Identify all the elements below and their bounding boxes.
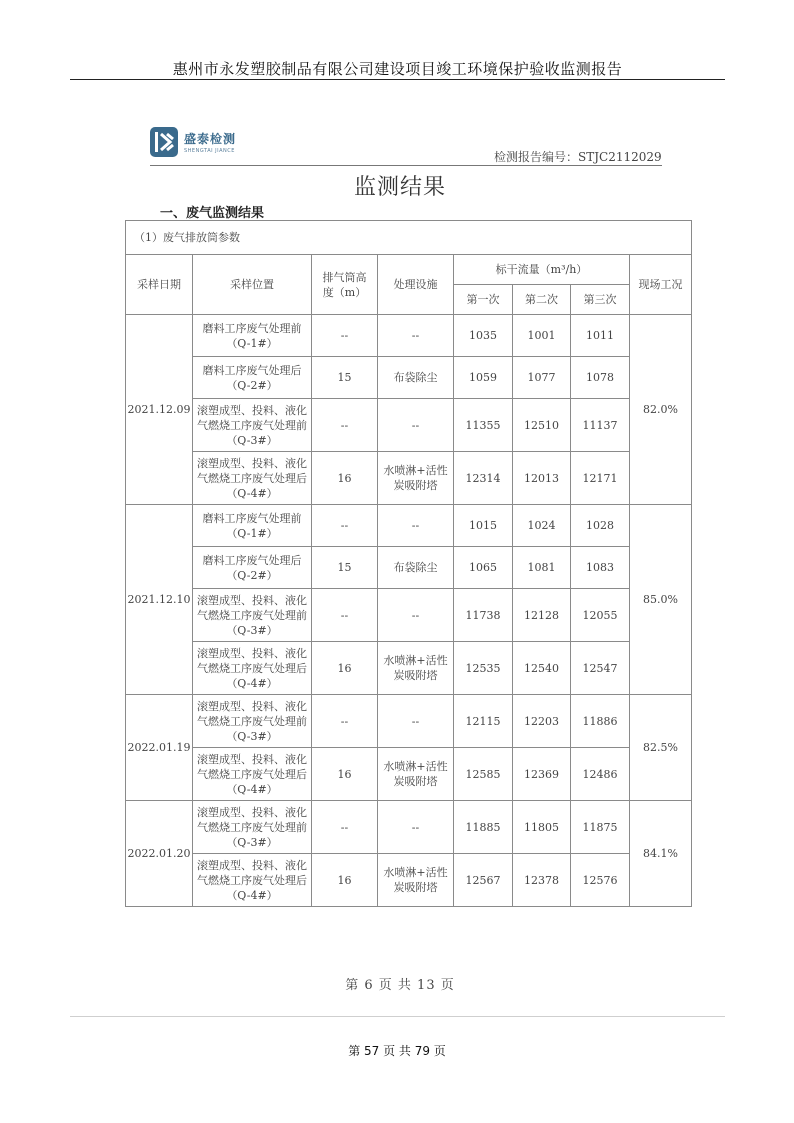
flow-first-cell: 1065 (454, 547, 513, 589)
flow-first-cell: 1015 (454, 505, 513, 547)
height-cell: -- (312, 695, 378, 748)
height-cell: 15 (312, 547, 378, 589)
site-condition-cell: 84.1% (630, 801, 692, 907)
location-cell: 滚塑成型、投料、液化气燃烧工序废气处理后（Q-4#） (193, 854, 312, 907)
location-cell: 滚塑成型、投料、液化气燃烧工序废气处理后（Q-4#） (193, 452, 312, 505)
global-page-number: 第 57 页 共 79 页 (348, 1044, 446, 1058)
table-row (126, 854, 692, 907)
flow-third-cell: 11886 (571, 695, 630, 748)
facility-cell: -- (378, 589, 454, 642)
height-cell: -- (312, 399, 378, 452)
table-row (126, 642, 692, 695)
facility-cell: -- (378, 505, 454, 547)
facility-cell: 布袋除尘 (378, 547, 454, 589)
location-cell: 磨料工序废气处理后（Q-2#） (193, 547, 312, 589)
flow-second-cell: 12510 (513, 399, 571, 452)
flow-second-cell: 12378 (513, 854, 571, 907)
facility-cell: -- (378, 801, 454, 854)
flow-third-cell: 1028 (571, 505, 630, 547)
flow-second-cell: 12540 (513, 642, 571, 695)
company-logo (150, 126, 236, 158)
table-row (126, 357, 692, 399)
table-row (126, 589, 692, 642)
flow-first-cell: 12585 (454, 748, 513, 801)
facility-cell: 水喷淋+活性炭吸附塔 (378, 642, 454, 695)
height-cell: 16 (312, 642, 378, 695)
page-title: 监测结果 (353, 175, 446, 200)
header-sampling-date: 采样日期 (126, 255, 193, 315)
sampling-date-cell: 2021.12.10 (126, 505, 193, 695)
height-cell: 16 (312, 854, 378, 907)
flow-third-cell: 12171 (571, 452, 630, 505)
header-first: 第一次 (454, 285, 513, 315)
flow-second-cell: 11805 (513, 801, 571, 854)
local-page-number: 第 6 页 共 13 页 (345, 978, 455, 993)
logo-name-cn: 盛泰检测 (184, 132, 237, 146)
table-row (126, 315, 692, 357)
flow-second-cell: 1001 (513, 315, 571, 357)
location-cell: 滚塑成型、投料、液化气燃烧工序废气处理后（Q-4#） (193, 642, 312, 695)
location-cell: 滚塑成型、投料、液化气燃烧工序废气处理前（Q-3#） (193, 801, 312, 854)
facility-cell: 水喷淋+活性炭吸附塔 (378, 748, 454, 801)
table-caption: （1）废气排放筒参数 (126, 221, 692, 255)
flow-second-cell: 12203 (513, 695, 571, 748)
sampling-date-cell: 2021.12.09 (126, 315, 193, 505)
header-site-condition: 现场工况 (630, 255, 692, 315)
header-second: 第二次 (513, 285, 571, 315)
flow-third-cell: 12486 (571, 748, 630, 801)
table-row (126, 505, 692, 547)
height-cell: 16 (312, 748, 378, 801)
table-row (126, 399, 692, 452)
section-title: 一、废气监测结果 (160, 206, 265, 221)
facility-cell: -- (378, 695, 454, 748)
flow-first-cell: 11885 (454, 801, 513, 854)
table-row (126, 801, 692, 854)
report-number-divider (150, 165, 662, 166)
height-cell: -- (312, 505, 378, 547)
flow-first-cell: 12567 (454, 854, 513, 907)
location-cell: 磨料工序废气处理前（Q-1#） (193, 315, 312, 357)
height-cell: -- (312, 801, 378, 854)
flow-first-cell: 1059 (454, 357, 513, 399)
flow-first-cell: 12314 (454, 452, 513, 505)
header-third: 第三次 (571, 285, 630, 315)
sampling-date-cell: 2022.01.20 (126, 801, 193, 907)
flow-third-cell: 12576 (571, 854, 630, 907)
flow-second-cell: 1081 (513, 547, 571, 589)
flow-third-cell: 12547 (571, 642, 630, 695)
location-cell: 磨料工序废气处理前（Q-1#） (193, 505, 312, 547)
facility-cell: 水喷淋+活性炭吸附塔 (378, 854, 454, 907)
facility-cell: -- (378, 399, 454, 452)
table-row (126, 748, 692, 801)
location-cell: 滚塑成型、投料、液化气燃烧工序废气处理后（Q-4#） (193, 748, 312, 801)
logo-icon (150, 127, 178, 157)
report-number: 检测报告编号：STJC2112029 (494, 150, 662, 164)
flow-first-cell: 12535 (454, 642, 513, 695)
header-divider (70, 79, 725, 80)
site-condition-cell: 82.5% (630, 695, 692, 801)
flow-third-cell: 12055 (571, 589, 630, 642)
height-cell: -- (312, 589, 378, 642)
header-standard-flow: 标干流量（m³/h） (454, 255, 630, 285)
logo-name-en: SHENGTAI JIANCE (184, 148, 235, 154)
location-cell: 滚塑成型、投料、液化气燃烧工序废气处理前（Q-3#） (193, 399, 312, 452)
header-sampling-location: 采样位置 (193, 255, 312, 315)
flow-first-cell: 1035 (454, 315, 513, 357)
flow-second-cell: 1024 (513, 505, 571, 547)
flow-first-cell: 11355 (454, 399, 513, 452)
flow-first-cell: 11738 (454, 589, 513, 642)
height-cell: -- (312, 315, 378, 357)
flow-second-cell: 12369 (513, 748, 571, 801)
height-cell: 16 (312, 452, 378, 505)
location-cell: 滚塑成型、投料、液化气燃烧工序废气处理前（Q-3#） (193, 695, 312, 748)
report-header-title: 惠州市永发塑胶制品有限公司建设项目竣工环境保护验收监测报告 (172, 60, 623, 78)
site-condition-cell: 85.0% (630, 505, 692, 695)
flow-third-cell: 1083 (571, 547, 630, 589)
table-row (126, 547, 692, 589)
facility-cell: 布袋除尘 (378, 357, 454, 399)
facility-cell: -- (378, 315, 454, 357)
flow-third-cell: 11875 (571, 801, 630, 854)
location-cell: 磨料工序废气处理后（Q-2#） (193, 357, 312, 399)
flow-second-cell: 12128 (513, 589, 571, 642)
site-condition-cell: 82.0% (630, 315, 692, 505)
flow-second-cell: 12013 (513, 452, 571, 505)
flow-third-cell: 11137 (571, 399, 630, 452)
footer-divider (70, 1016, 725, 1017)
exhaust-parameters-table (125, 220, 692, 907)
table-row (126, 695, 692, 748)
header-stack-height: 排气筒高度（m） (312, 255, 378, 315)
flow-first-cell: 12115 (454, 695, 513, 748)
table-row (126, 452, 692, 505)
facility-cell: 水喷淋+活性炭吸附塔 (378, 452, 454, 505)
flow-third-cell: 1078 (571, 357, 630, 399)
header-treatment-facility: 处理设施 (378, 255, 454, 315)
location-cell: 滚塑成型、投料、液化气燃烧工序废气处理前（Q-3#） (193, 589, 312, 642)
sampling-date-cell: 2022.01.19 (126, 695, 193, 801)
flow-third-cell: 1011 (571, 315, 630, 357)
height-cell: 15 (312, 357, 378, 399)
flow-second-cell: 1077 (513, 357, 571, 399)
